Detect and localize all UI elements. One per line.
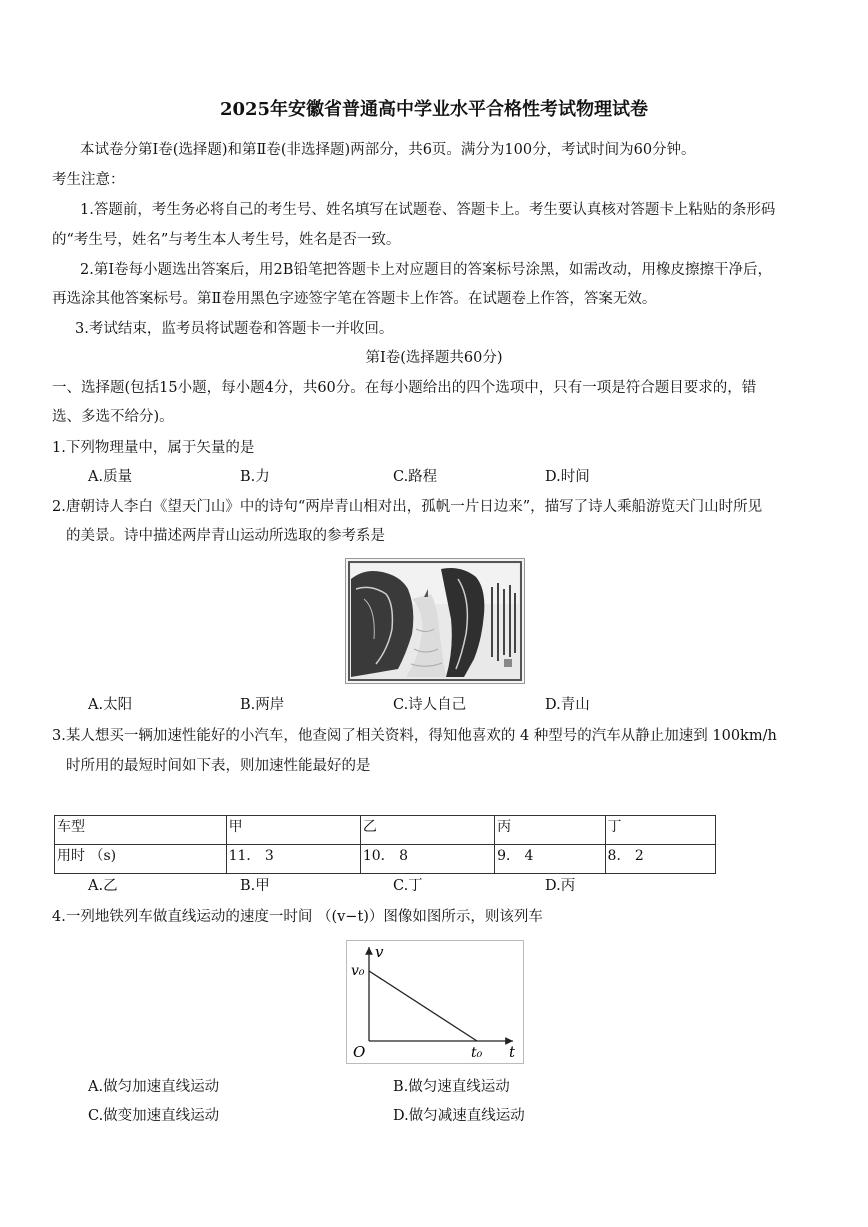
q1-option-d: D.时间 xyxy=(545,469,590,485)
q3-option-d: D.丙 xyxy=(545,878,576,894)
q2-option-a: A.太阳 xyxy=(88,697,133,713)
table-cell: 用时 （s) xyxy=(55,845,227,874)
notice-title: 考生注意： xyxy=(52,172,125,188)
table-cell: 乙 xyxy=(360,816,494,845)
car-acceleration-table xyxy=(54,815,716,874)
q2-option-b: B.两岸 xyxy=(240,697,285,713)
section-1-line-1: 一、选择题(包括15小题，每小题4分，共60分。在每小题给出的四个选项中，只有一项是符合题目要求的，错 xyxy=(52,380,757,396)
part-1-title: 第Ⅰ卷(选择题共60分) xyxy=(365,350,503,366)
v0-label: v₀ xyxy=(351,963,365,979)
table-cell: 甲 xyxy=(226,816,360,845)
section-1-line-2: 选、多选不给分)。 xyxy=(52,409,174,425)
table-cell: 丁 xyxy=(605,816,715,845)
q3-option-c: C.丁 xyxy=(393,878,423,894)
q4-option-d: D.做匀减速直线运动 xyxy=(393,1108,525,1124)
table-cell: 丙 xyxy=(495,816,605,845)
question-3-stem-line-1: 3.某人想买一辆加速性能好的小汽车，他查阅了相关资料，得知他喜欢的 4 种型号的汽车从静止加速到 100km/h xyxy=(52,728,777,744)
x-axis-label: t xyxy=(509,1043,516,1061)
q1-option-b: B.力 xyxy=(240,469,270,485)
q2-option-d: D.青山 xyxy=(545,697,590,713)
question-4-stem: 4.一列地铁列车做直线运动的速度一时间 （(v−t)）图像如图所示，则该列车 xyxy=(52,909,543,925)
table-row xyxy=(55,845,716,874)
question-3-stem-line-2: 时所用的最短时间如下表，则加速性能最好的是 xyxy=(66,758,371,774)
notice-1-line-2: 的“考生号，姓名”与考生本人考生号，姓名是否一致。 xyxy=(52,232,401,248)
notice-1-line-1: 1.答题前，考生务必将自己的考生号、姓名填写在试题卷、答题卡上。考生要认真核对答题卡上粘贴的条形码 xyxy=(80,202,776,218)
q1-option-c: C.路程 xyxy=(393,469,438,485)
q3-option-b: B.甲 xyxy=(240,878,270,894)
page-title: 2025年安徽省普通高中学业水平合格性考试物理试卷 xyxy=(219,99,649,120)
question-2-stem-line-2: 的美景。诗中描述两岸青山运动所选取的参考系是 xyxy=(66,528,385,544)
origin-label: O xyxy=(353,1043,366,1061)
q1-option-a: A.质量 xyxy=(88,469,133,485)
q3-option-a: A.乙 xyxy=(88,878,118,894)
question-1-stem: 1.下列物理量中，属于矢量的是 xyxy=(52,440,255,456)
table-cell: 11． 3 xyxy=(226,845,360,874)
landscape-painting-image xyxy=(345,558,525,684)
q4-option-b: B.做匀速直线运动 xyxy=(393,1079,510,1095)
question-2-stem-line-1: 2.唐朝诗人李白《望天门山》中的诗句“两岸青山相对出，孤帆一片日边来”，描写了诗人乘船游览天门山时所见 xyxy=(52,499,763,515)
notice-2-line-1: 2.第Ⅰ卷每小题选出答案后，用2B铅笔把答题卡上对应题目的答案标号涂黑，如需改动，用橡皮擦擦干净后， xyxy=(80,262,772,278)
q2-option-c: C.诗人自己 xyxy=(393,697,467,713)
q4-option-a: A.做匀加速直线运动 xyxy=(88,1079,220,1095)
t0-label: t₀ xyxy=(471,1045,483,1061)
table-cell: 车型 xyxy=(55,816,227,845)
velocity-line xyxy=(369,971,477,1041)
table-row xyxy=(55,816,716,845)
q4-option-c: C.做变加速直线运动 xyxy=(88,1108,220,1124)
notice-3: 3.考试结束，监考员将试题卷和答题卡一并收回。 xyxy=(75,321,394,337)
notice-2-line-2: 再选涂其他答案标号。第Ⅱ卷用黑色字迹签字笔在答题卡上作答。在试题卷上作答，答案无效。 xyxy=(52,291,657,307)
intro-text: 本试卷分第Ⅰ卷(选择题)和第Ⅱ卷(非选择题)两部分，共6页。满分为100分，考试时间为60分钟。 xyxy=(80,142,696,158)
y-axis-label: v xyxy=(375,943,384,961)
table-cell: 9． 4 xyxy=(495,845,605,874)
table-cell: 10． 8 xyxy=(360,845,494,874)
table-cell: 8． 2 xyxy=(605,845,715,874)
velocity-time-graph xyxy=(346,940,524,1064)
